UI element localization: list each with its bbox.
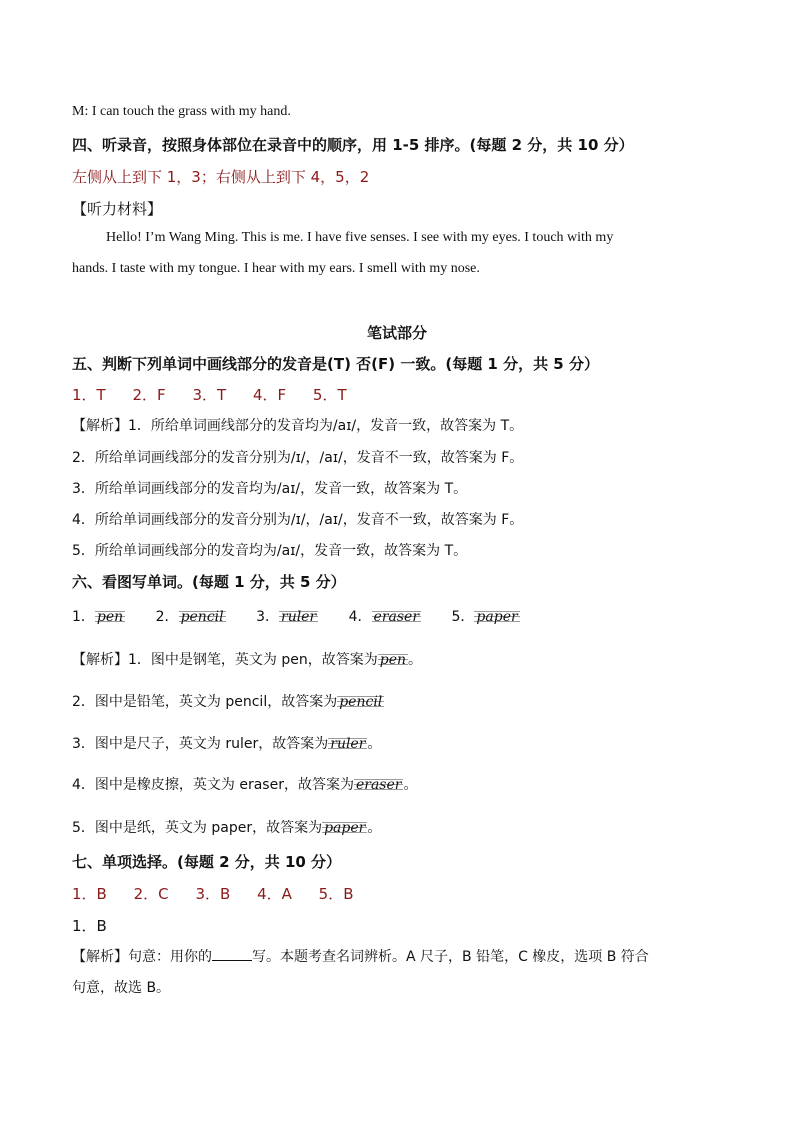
section-6-explanation-4 [72, 774, 417, 794]
answer-item: 5．B [318, 885, 354, 903]
section-7-explanation-1 [72, 946, 649, 966]
explanation-suffix: 。 [367, 736, 382, 752]
answer-item: 2．C [133, 885, 169, 903]
item-number: 3． [256, 609, 279, 625]
section-6-explanation-3 [72, 733, 381, 753]
fill-blank [212, 946, 252, 961]
handwritten-word: pen [379, 652, 406, 668]
answer-item: 5．T [312, 386, 347, 404]
explanation-text: 2．图中是铅笔，英文为 pencil，故答案为 [72, 694, 338, 710]
explanation-suffix: 。 [408, 652, 422, 668]
section-5-explanation-1: 【解析】1．所给单词画线部分的发音均为/aɪ/，发音一致，故答案为 T。 [72, 418, 524, 434]
explanation-text: 写。本题考查名词辨析。A 尺子，B 铅笔，C 橡皮，选项 B 符合 [252, 949, 649, 965]
listening-material-line-1: Hello! I’m Wang Ming. This is me. I have five senses. I see with my eyes. I touch with my [106, 230, 614, 245]
item-number: 5． [451, 609, 475, 625]
section-5-explanation-4: 4．所给单词画线部分的发音分别为/ɪ/，/aɪ/，发音不一致，故答案为 F。 [72, 512, 524, 528]
item-number: 2． [155, 609, 179, 625]
explanation-suffix: 。 [403, 777, 418, 793]
answer-item: 3．T [192, 386, 227, 404]
answer-item: 1．T [72, 386, 106, 404]
explanation-text: 【解析】1．图中是钢笔，英文为 pen，故答案为 [72, 652, 378, 668]
answer-item: 1．B [72, 885, 107, 903]
handwritten-word: paper [324, 820, 366, 836]
question-1-answer: 1．B [72, 917, 107, 935]
answer-item [349, 609, 421, 625]
listening-material-line-2: hands. I taste with my tongue. I hear with my ears. I smell with my nose. [72, 261, 480, 276]
answer-item: 4．A [257, 885, 292, 903]
section-6-explanation-5 [72, 817, 381, 837]
section-6-title: 六、看图写单词。(每题 1 分，共 5 分） [72, 573, 346, 591]
handwritten-word: pencil [180, 609, 224, 625]
answer-item: 2．F [132, 386, 166, 404]
section-5-title: 五、判断下列单词中画线部分的发音是(T) 否(F) 一致。(每题 1 分，共 5 分） [72, 355, 599, 373]
handwritten-word: eraser [355, 777, 402, 793]
section-5-explanation-5: 5．所给单词画线部分的发音均为/aɪ/，发音一致，故答案为 T。 [72, 543, 468, 559]
answer-item: 3．B [195, 885, 231, 903]
item-number: 4． [348, 609, 372, 625]
handwritten-word: pencil [339, 694, 383, 710]
section-5-explanation-3: 3．所给单词画线部分的发音均为/aɪ/，发音一致，故答案为 T。 [72, 481, 468, 497]
section-7-explanation-2: 句意，故选 B。 [72, 980, 171, 996]
section-5-explanation-2: 2．所给单词画线部分的发音分别为/ɪ/，/aɪ/，发音不一致，故答案为 F。 [72, 450, 524, 466]
handwritten-word: ruler [281, 609, 317, 625]
written-part-heading: 笔试部分 [366, 324, 427, 342]
section-4-title: 四、听录音，按照身体部位在录音中的顺序，用 1-5 排序。(每题 2 分，共 10 分） [72, 136, 634, 154]
answer-item [156, 609, 226, 625]
answer-item [72, 609, 125, 625]
section-6-explanation-2 [72, 691, 384, 711]
section-5-answers [72, 384, 369, 405]
explanation-text: 3．图中是尺子，英文为 ruler，故答案为 [72, 736, 329, 752]
explanation-suffix: 。 [367, 820, 382, 836]
section-6-answers [72, 606, 546, 626]
section-4-answer: 左侧从上到下 1，3；右侧从上到下 4，5，2 [72, 168, 370, 186]
explanation-text: 4．图中是橡皮擦，英文为 eraser，故答案为 [72, 777, 354, 793]
item-number: 1． [72, 609, 95, 625]
handwritten-word: paper [476, 609, 518, 625]
explanation-text: 【解析】句意：用你的 [72, 949, 212, 965]
answer-item: 4．F [252, 386, 287, 404]
handwritten-word: pen [96, 609, 124, 625]
handwritten-word: eraser [373, 609, 420, 625]
answer-item [256, 609, 318, 625]
answer-item [452, 609, 520, 625]
dialogue-line: M: I can touch the grass with my hand. [72, 104, 291, 119]
section-7-title: 七、单项选择。(每题 2 分，共 10 分） [72, 853, 342, 871]
listening-material-label: 【听力材料】 [72, 200, 163, 218]
handwritten-word: ruler [330, 736, 366, 752]
explanation-text: 5．图中是纸，英文为 paper，故答案为 [72, 820, 323, 836]
section-6-explanation-1 [72, 649, 422, 669]
section-7-answers [72, 883, 376, 904]
